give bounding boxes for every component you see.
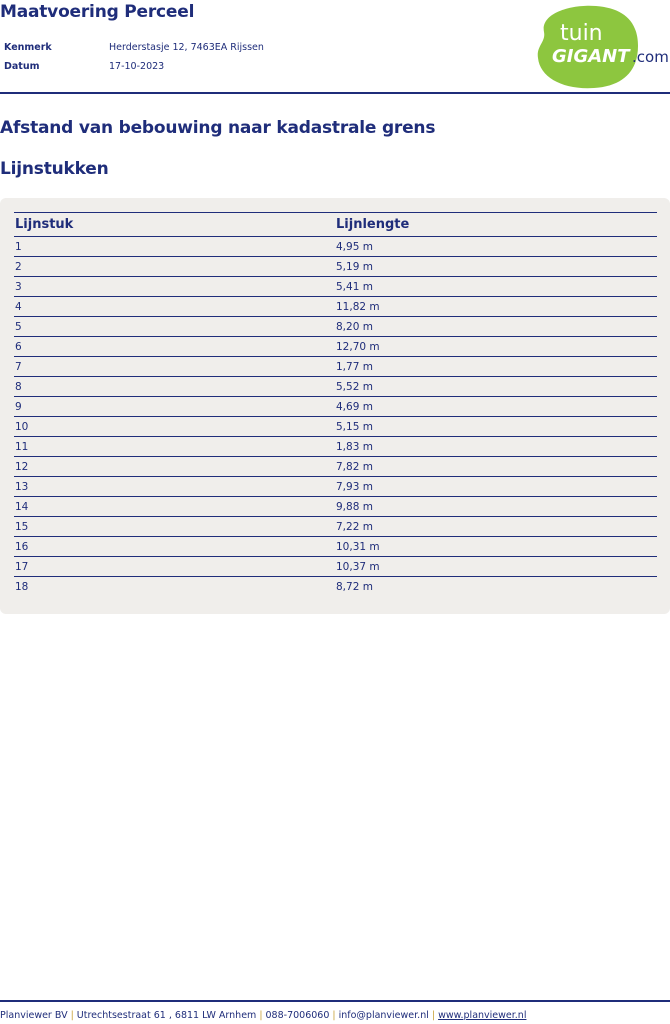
- table-body: [14, 237, 657, 597]
- document-meta: [4, 38, 264, 76]
- header-divider: [0, 92, 670, 94]
- column-header-lijnlengte: Lijnlengte: [335, 213, 657, 237]
- cell-lijnlengte: 1,83 m: [335, 437, 657, 457]
- cell-lijnlengte: 4,69 m: [335, 397, 657, 417]
- cell-lijnstuk: 15: [14, 517, 335, 537]
- cell-lijnstuk: 18: [15, 580, 29, 593]
- cell-lijnstuk: 11: [14, 437, 335, 457]
- footer-address: Utrechtsestraat 61 , 6811 LW Arnhem: [76, 1010, 257, 1021]
- cell-lijnstuk: 13: [14, 477, 335, 497]
- table-row: [14, 557, 657, 577]
- lijnstukken-table: [14, 212, 657, 596]
- cell-lijnstuk: 8: [14, 377, 335, 397]
- cell-lijnstuk: 6: [14, 337, 335, 357]
- meta-kenmerk: [4, 38, 264, 57]
- table-row: [14, 337, 657, 357]
- table-row: [14, 517, 657, 537]
- column-header-lijnstuk: Lijnstuk: [14, 213, 335, 237]
- logo-line2: GIGANT: [552, 46, 630, 67]
- cell-lijnstuk: 7: [14, 357, 335, 377]
- cell-lijnlengte: 10,31 m: [335, 537, 657, 557]
- cell-lijnlengte: 7,22 m: [335, 517, 657, 537]
- cell-lijnlengte: 11,82 m: [335, 297, 657, 317]
- cell-lijnstuk: 4: [14, 297, 335, 317]
- lijnstukken-panel: [0, 198, 670, 614]
- cell-lijnlengte: 5,52 m: [335, 377, 657, 397]
- footer: [0, 1010, 526, 1021]
- logo-suffix: .com: [632, 48, 669, 66]
- logo-line1: tuin: [560, 21, 603, 46]
- cell-lijnstuk: 5: [14, 317, 335, 337]
- table-row: [14, 237, 657, 257]
- cell-lijnlengte: 4,95 m: [335, 237, 657, 257]
- cell-lijnlengte: 5,15 m: [335, 417, 657, 437]
- tuingigant-logo: [534, 2, 670, 90]
- cell-lijnstuk: 17: [14, 557, 335, 577]
- table-row: [14, 417, 657, 437]
- cell-lijnstuk: 2: [14, 257, 335, 277]
- section-title: Afstand van bebouwing naar kadastrale grens: [0, 118, 436, 138]
- footer-separator: |: [431, 1010, 436, 1021]
- table-header-row: [14, 213, 657, 237]
- cell-lijnlengte: 5,41 m: [335, 277, 657, 297]
- cell-lijnstuk: 1: [14, 237, 335, 257]
- footer-company: Planviewer BV: [0, 1010, 68, 1021]
- cell-lijnstuk: 16: [14, 537, 335, 557]
- cell-lijnlengte: 9,88 m: [335, 497, 657, 517]
- cell-lijnstuk: 12: [14, 457, 335, 477]
- cell-lijnlengte: 10,37 m: [335, 557, 657, 577]
- datum-label: Datum: [4, 61, 40, 72]
- footer-separator: |: [70, 1010, 74, 1021]
- table-row: [14, 537, 657, 557]
- footer-separator: |: [332, 1010, 336, 1021]
- table-row: [14, 457, 657, 477]
- table-row: [14, 377, 657, 397]
- footer-divider: [0, 1000, 670, 1002]
- cell-lijnstuk: 9: [14, 397, 335, 417]
- cell-lijnlengte: 5,19 m: [335, 257, 657, 277]
- cell-lijnstuk: 14: [14, 497, 335, 517]
- cell-lijnlengte: 7,93 m: [335, 477, 657, 497]
- cell-lijnlengte: 8,20 m: [335, 317, 657, 337]
- cell-lijnlengte: 7,82 m: [335, 457, 657, 477]
- table-row: [14, 297, 657, 317]
- table-row: [14, 357, 657, 377]
- footer-phone: 088-7006060: [265, 1010, 330, 1021]
- cell-lijnstuk: 10: [14, 417, 335, 437]
- table-row: [14, 477, 657, 497]
- cell-lijnlengte: 1,77 m: [335, 357, 657, 377]
- datum-value: 17-10-2023: [109, 61, 165, 72]
- cell-lijnstuk: 3: [14, 277, 335, 297]
- table-row: [14, 497, 657, 517]
- table-row: [14, 397, 657, 417]
- footer-email-link[interactable]: info@planviewer.nl: [338, 1010, 429, 1021]
- meta-datum: [4, 57, 264, 76]
- page-title: Maatvoering Perceel: [0, 2, 195, 22]
- footer-separator: |: [259, 1010, 263, 1021]
- table-row: [14, 277, 657, 297]
- cell-lijnlengte: 12,70 m: [335, 337, 657, 357]
- table-row: [14, 317, 657, 337]
- footer-website-link[interactable]: www.planviewer.nl: [438, 1010, 527, 1021]
- cell-lijnlengte: 8,72 m: [336, 580, 373, 593]
- kenmerk-value: Herderstasje 12, 7463EA Rijssen: [109, 42, 264, 53]
- subsection-title: Lijnstukken: [0, 159, 109, 179]
- table-row: [14, 577, 657, 597]
- kenmerk-label: Kenmerk: [4, 42, 52, 53]
- table-row: [14, 437, 657, 457]
- table-row: [14, 257, 657, 277]
